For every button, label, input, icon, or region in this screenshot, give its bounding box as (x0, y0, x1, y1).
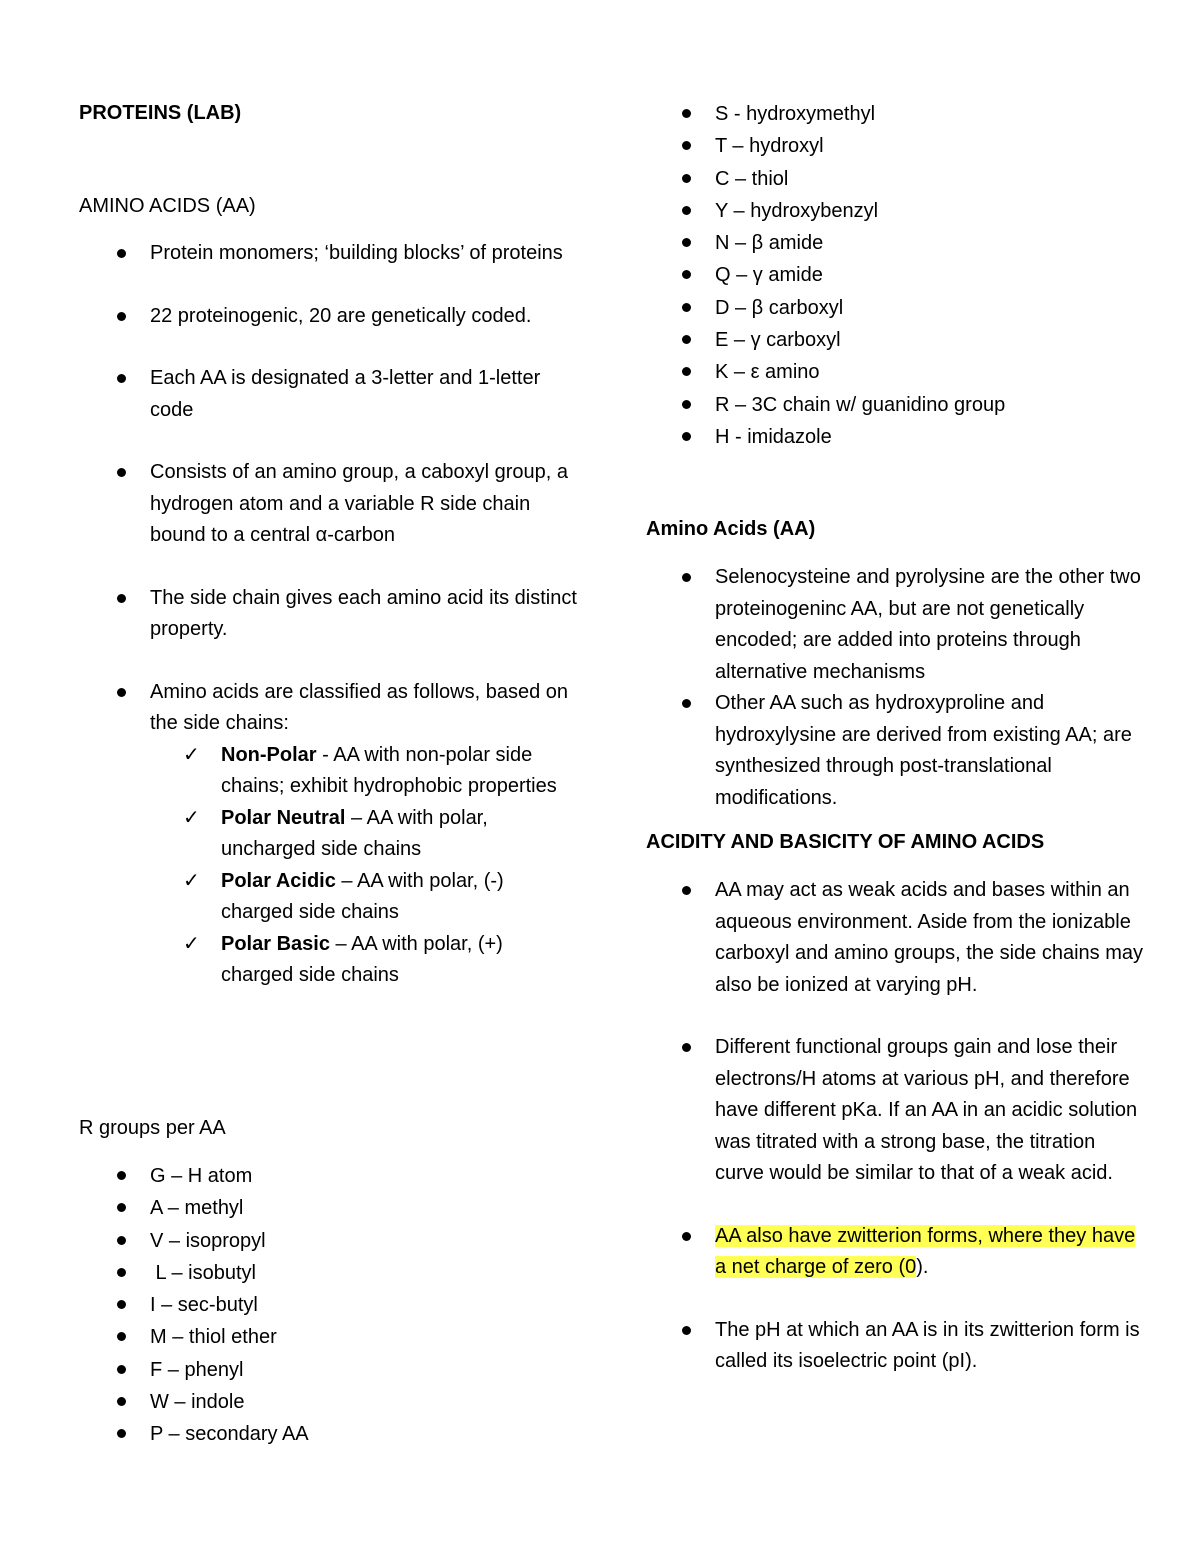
classification-item: ✓ Polar Acidic – AA with polar, (-) charged side chains (150, 866, 579, 929)
checkmark-icon: ✓ (183, 932, 200, 955)
highlighted-text: AA also have zwitterion forms, where they have a net charge of zero (0 (715, 1224, 1136, 1278)
amino-acids-heading: AMINO ACIDS (AA) (79, 195, 256, 217)
checkmark-icon: ✓ (183, 869, 200, 892)
list-item: Y – hydroxybenzyl (646, 195, 1146, 227)
list-item: A – methyl (79, 1192, 579, 1224)
list-item: E – γ carboxyl (646, 324, 1146, 356)
bullet-icon (117, 1268, 126, 1277)
bullet-icon (682, 238, 691, 247)
checkmark-icon: ✓ (183, 806, 200, 829)
list-item: W – indole (79, 1386, 579, 1418)
list-item: Selenocysteine and pyrolysine are the other two proteinogeninc AA, but are not genetically encoded; are added into proteins through alternative mechanisms (646, 562, 1146, 688)
r-groups-heading: R groups per AA (79, 1117, 226, 1139)
list-item: 22 proteinogenic, 20 are genetically coded. (79, 301, 579, 333)
list-item: R – 3C chain w/ guanidino group (646, 389, 1146, 421)
other-amino-acids-list (646, 562, 1146, 814)
bullet-icon (117, 688, 126, 697)
bullet-icon (117, 1332, 126, 1341)
bullet-icon (682, 400, 691, 409)
bullet-icon (682, 1232, 691, 1241)
list-item: C – thiol (646, 163, 1146, 195)
bullet-icon (117, 374, 126, 383)
bullet-icon (117, 1300, 126, 1309)
bullet-icon (682, 699, 691, 708)
list-item: AA also have zwitterion forms, where they have a net charge of zero (0). (646, 1221, 1146, 1284)
bullet-icon (682, 141, 691, 150)
acidity-heading: ACIDITY AND BASICITY OF AMINO ACIDS (646, 831, 1045, 853)
list-item: D – β carboxyl (646, 292, 1146, 324)
classification-item: ✓ Polar Basic – AA with polar, (+) charged side chains (150, 929, 579, 992)
bullet-icon (682, 174, 691, 183)
list-item: F – phenyl (79, 1354, 579, 1386)
bullet-icon (117, 1365, 126, 1374)
bullet-icon (682, 1326, 691, 1335)
list-item: V – isopropyl (79, 1225, 579, 1257)
acidity-list (646, 875, 1146, 1378)
list-item: Amino acids are classified as follows, based on the side chains: ✓ Non-Polar - AA with non-polar side chains; exhibit hydrophobic properties ✓ Polar Neutral – AA with polar, uncharged side chains ✓ Polar Acidic – AA with polar, (-) charged side chains ✓ Polar Basic – AA with polar, (+) charged side chains (79, 677, 579, 992)
classification-item: ✓ Polar Neutral – AA with polar, uncharged side chains (150, 803, 579, 866)
bullet-icon (117, 1171, 126, 1180)
bullet-icon (682, 1043, 691, 1052)
list-item: L – isobutyl (79, 1257, 579, 1289)
list-item: The pH at which an AA is in its zwitterion form is called its isoelectric point (pI). (646, 1315, 1146, 1378)
classification-item: ✓ Non-Polar - AA with non-polar side chains; exhibit hydrophobic properties (150, 740, 579, 803)
list-item: S - hydroxymethyl (646, 98, 1146, 130)
bullet-icon (117, 1203, 126, 1212)
bullet-icon (117, 468, 126, 477)
bullet-icon (682, 270, 691, 279)
list-item: H - imidazole (646, 421, 1146, 453)
bullet-icon (682, 367, 691, 376)
bullet-icon (117, 1397, 126, 1406)
list-item: Protein monomers; ‘building blocks’ of proteins (79, 238, 579, 270)
list-item: The side chain gives each amino acid its distinct property. (79, 583, 579, 646)
bullet-icon (117, 594, 126, 603)
list-item: N – β amide (646, 227, 1146, 259)
list-item: Each AA is designated a 3-letter and 1-letter code (79, 363, 579, 426)
list-item: Q – γ amide (646, 259, 1146, 291)
list-item: Different functional groups gain and lose their electrons/H atoms at various pH, and therefore have different pKa. If an AA in an acidic solution was titrated with a strong base, the titration curve would be similar to that of a weak acid. (646, 1032, 1146, 1190)
amino-acids-subheading: Amino Acids (AA) (646, 518, 816, 540)
document-title: PROTEINS (LAB) (79, 102, 242, 124)
list-item: G – H atom (79, 1160, 579, 1192)
r-groups-list-continued (646, 98, 1146, 453)
bullet-icon (117, 249, 126, 258)
list-item: M – thiol ether (79, 1321, 579, 1353)
list-item: K – ε amino (646, 356, 1146, 388)
bullet-icon (117, 1236, 126, 1245)
list-item: Consists of an amino group, a caboxyl group, a hydrogen atom and a variable R side chain bound to a central α-carbon (79, 457, 579, 552)
bullet-icon (117, 1429, 126, 1438)
classification-list (150, 740, 579, 992)
list-item: P – secondary AA (79, 1418, 579, 1450)
list-item: Other AA such as hydroxyproline and hydroxylysine are derived from existing AA; are synthesized through post-translational modifications. (646, 688, 1146, 814)
bullet-icon (682, 206, 691, 215)
bullet-icon (682, 335, 691, 344)
bullet-icon (682, 886, 691, 895)
bullet-icon (682, 109, 691, 118)
list-item: I – sec-butyl (79, 1289, 579, 1321)
list-item: T – hydroxyl (646, 130, 1146, 162)
bullet-icon (682, 432, 691, 441)
amino-acids-list (79, 238, 579, 992)
bullet-icon (682, 303, 691, 312)
list-item: AA may act as weak acids and bases within an aqueous environment. Aside from the ionizable carboxyl and amino groups, the side chains may also be ionized at varying pH. (646, 875, 1146, 1001)
checkmark-icon: ✓ (183, 743, 200, 766)
bullet-icon (682, 573, 691, 582)
bullet-icon (117, 312, 126, 321)
r-groups-list (79, 1160, 579, 1451)
